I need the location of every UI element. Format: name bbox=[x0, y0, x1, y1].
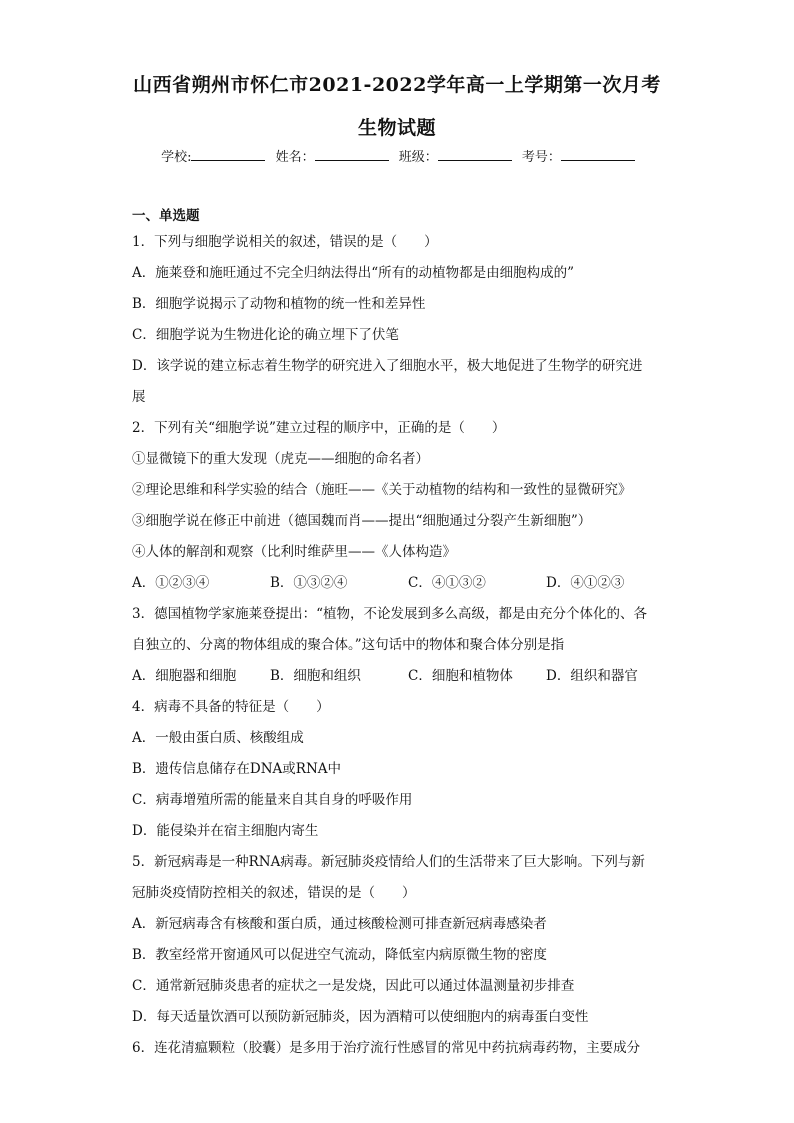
question-line: 6．连花清瘟颗粒（胶囊）是多用于治疗流行性感冒的常见中药抗病毒药物，主要成分 bbox=[132, 1040, 641, 1056]
number-blank[interactable] bbox=[561, 149, 635, 161]
option-line: A．一般由蛋白质、核酸组成 bbox=[132, 730, 304, 746]
option-line: D．该学说的建立标志着生物学的研究进入了细胞水平，极大地促进了生物学的研究进 bbox=[132, 358, 643, 374]
option-line: B．教室经常开窗通风可以促进空气流动，降低室内病原微生物的密度 bbox=[132, 947, 547, 963]
option-b: B．①③②④ bbox=[270, 575, 348, 591]
question-line: 2．下列有关“细胞学说”建立过程的顺序中，正确的是（ ） bbox=[132, 420, 506, 436]
q3-options bbox=[132, 667, 692, 685]
option-c: C．④①③② bbox=[408, 575, 486, 591]
statement-line: ③细胞学说在修正中前进（德国魏而肖——提出“细胞通过分裂产生新细胞”） bbox=[132, 513, 592, 529]
class-blank[interactable] bbox=[438, 149, 512, 161]
section-heading: 一、单选题 bbox=[132, 208, 200, 224]
school-blank[interactable] bbox=[191, 149, 265, 161]
document-title: 山西省朔州市怀仁市2021-2022学年高一上学期第一次月考 bbox=[133, 74, 661, 96]
question-line-cont: 自独立的、分离的物体组成的聚合体。”这句话中的物体和聚合体分别是指 bbox=[132, 637, 565, 653]
option-line: A．施莱登和施旺通过不完全归纳法得出“所有的动植物都是由细胞构成的” bbox=[132, 265, 575, 281]
statement-line: ②理论思维和科学实验的结合（施旺——《关于动植物的结构和一致性的显微研究》 bbox=[132, 482, 632, 498]
option-line-cont: 展 bbox=[132, 389, 146, 405]
name-blank[interactable] bbox=[315, 149, 389, 161]
document-subtitle: 生物试题 bbox=[357, 117, 436, 139]
option-line: C．病毒增殖所需的能量来自其自身的呼吸作用 bbox=[132, 792, 413, 808]
question-line: 3．德国植物学家施莱登提出：“植物，不论发展到多么高级，都是由充分个体化的、各 bbox=[132, 606, 647, 622]
option-line: D．每天适量饮酒可以预防新冠肺炎，因为酒精可以使细胞内的病毒蛋白变性 bbox=[132, 1009, 589, 1025]
option-c: C．细胞和植物体 bbox=[408, 668, 513, 684]
option-b: B．细胞和组织 bbox=[270, 668, 361, 684]
option-line: A．新冠病毒含有核酸和蛋白质，通过核酸检测可排查新冠病毒感染者 bbox=[132, 916, 547, 932]
option-line: B．细胞学说揭示了动物和植物的统一性和差异性 bbox=[132, 296, 426, 312]
name-label: 姓名： bbox=[275, 150, 315, 165]
option-a: A．①②③④ bbox=[132, 575, 210, 591]
option-line: C．细胞学说为生物进化论的确立埋下了伏笔 bbox=[132, 327, 399, 343]
option-line: C．通常新冠肺炎患者的症状之一是发烧，因此可以通过体温测量初步排查 bbox=[132, 978, 575, 994]
option-line: D．能侵染并在宿主细胞内寄生 bbox=[132, 823, 319, 839]
option-d: D．④①②③ bbox=[546, 575, 625, 591]
option-d: D．组织和器官 bbox=[546, 668, 638, 684]
class-label: 班级： bbox=[398, 150, 438, 165]
q2-options bbox=[132, 574, 692, 592]
number-label: 考号： bbox=[521, 150, 561, 165]
question-line: 5．新冠病毒是一种RNA病毒。新冠肺炎疫情给人们的生活带来了巨大影响。下列与新 bbox=[132, 854, 645, 870]
student-info-row bbox=[0, 146, 794, 165]
statement-line: ①显微镜下的重大发现（虎克——细胞的命名者） bbox=[132, 451, 429, 467]
question-line-cont: 冠肺炎疫情防控相关的叙述，错误的是（ ） bbox=[132, 885, 416, 901]
statement-line: ④人体的解剖和观察（比利时维萨里——《人体构造》 bbox=[132, 544, 456, 560]
question-line: 1．下列与细胞学说相关的叙述，错误的是（ ） bbox=[132, 234, 438, 250]
question-line: 4．病毒不具备的特征是（ ） bbox=[132, 699, 330, 715]
option-a: A．细胞器和细胞 bbox=[132, 668, 237, 684]
school-label: 学校: bbox=[161, 150, 192, 165]
option-line: B．遗传信息储存在DNA或RNA中 bbox=[132, 761, 342, 777]
